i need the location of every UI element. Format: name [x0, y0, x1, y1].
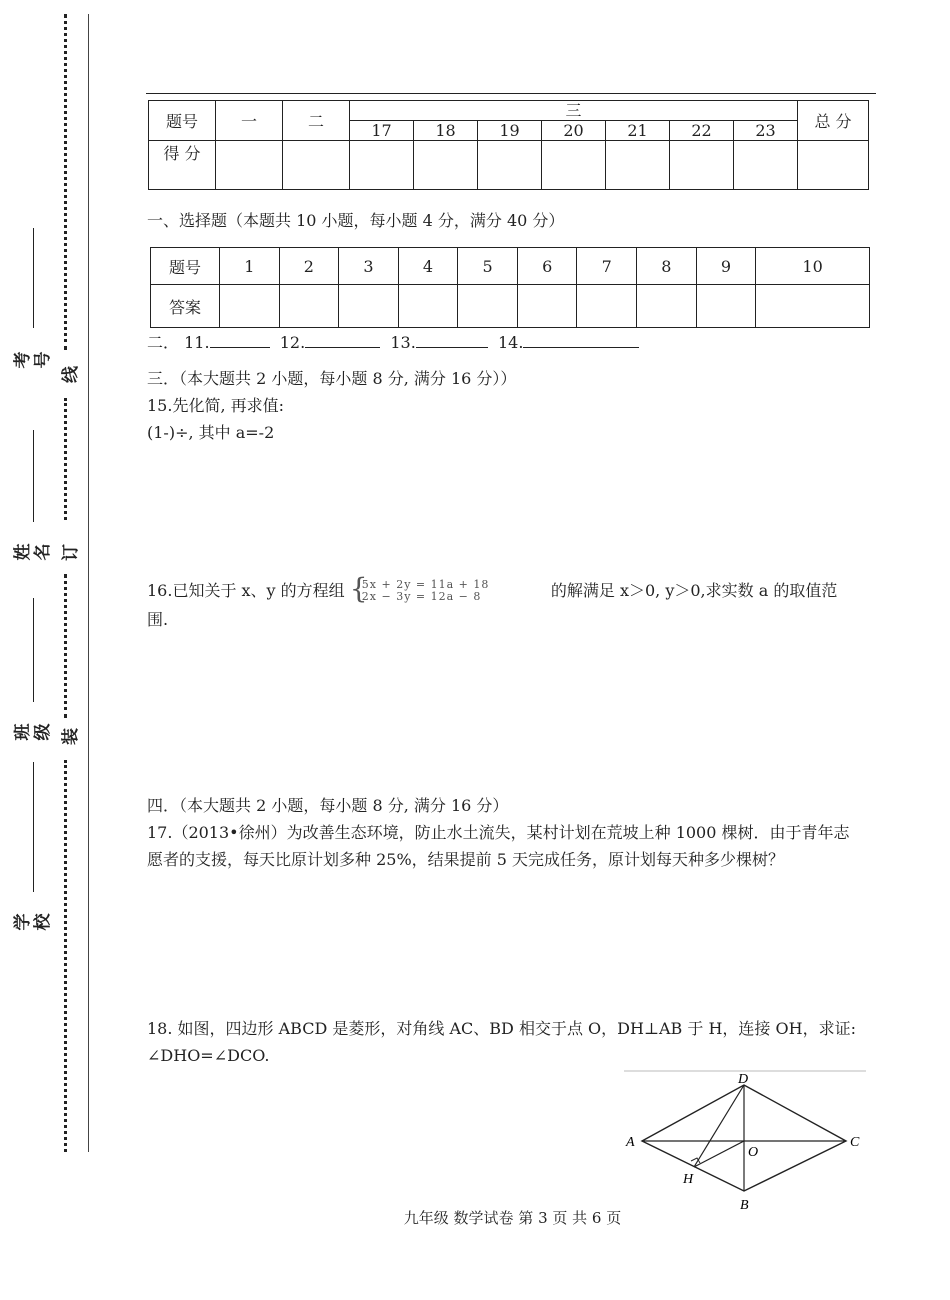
rhombus-figure: [620, 1065, 870, 1215]
binding-word-bind: 装: [60, 728, 81, 745]
blank-label: 13.: [390, 333, 416, 352]
blank-11[interactable]: [210, 333, 270, 348]
score-subheader: 23: [734, 121, 798, 141]
q16-suffix: 的解满足 x＞0, y＞0,求实数 a 的取值范: [550, 581, 838, 600]
score-header-part2: 二: [283, 101, 350, 141]
q18-line2: ∠DHO=∠DCO.: [147, 1046, 270, 1065]
question-number: 6: [517, 248, 577, 285]
answer-cell[interactable]: [637, 285, 697, 328]
q18-line1: 18. 如图，四边形 ABCD 是菱形，对角线 AC、BD 相交于点 O，DH⊥AB 于 H，连接 OH，求证:: [147, 1019, 856, 1038]
label-o: O: [748, 1145, 759, 1160]
score-subheader: 17: [350, 121, 414, 141]
blank-label: 11.: [184, 333, 210, 352]
section3-heading: 三．（本大题共 2 小题，每小题 8 分, 满分 16 分））: [147, 369, 517, 388]
answer-cell[interactable]: [458, 285, 518, 328]
answer-cell[interactable]: [756, 285, 870, 328]
question-number: 5: [458, 248, 518, 285]
question-number: 1: [220, 248, 280, 285]
answer-table: [150, 247, 870, 328]
score-cell[interactable]: [734, 141, 798, 190]
exam-number-label: 考号: [13, 351, 53, 369]
label-d: D: [738, 1072, 749, 1087]
q17-line2: 愿者的支援，每天比原计划多种 25%，结果提前 5 天完成任务，原计划每天种多少棵树？: [147, 850, 785, 869]
brace-icon: {: [349, 571, 368, 605]
question-number: 3: [339, 248, 399, 285]
q16-text: [147, 571, 838, 605]
class-label: 班级: [13, 723, 53, 741]
margin-rule: [88, 14, 89, 1152]
q15-title: 15.先化简, 再求值:: [147, 396, 285, 415]
score-cell[interactable]: [606, 141, 670, 190]
question-number: 7: [577, 248, 637, 285]
question-number: 2: [279, 248, 339, 285]
section2-fill-blanks: [147, 329, 639, 356]
section4-heading: 四．（本大题共 2 小题，每小题 8 分, 满分 16 分）: [147, 796, 509, 815]
equation-system: [349, 571, 546, 605]
blank-14[interactable]: [523, 333, 639, 348]
dotted-binding-line: [64, 14, 67, 350]
answer-cell[interactable]: [220, 285, 280, 328]
equation-2: 2x − 3y = 12a − 8: [361, 589, 482, 603]
score-header-part3: 三: [350, 101, 798, 121]
answer-cell[interactable]: [279, 285, 339, 328]
exam-number-field[interactable]: [33, 228, 34, 328]
score-cell[interactable]: [350, 141, 414, 190]
page-footer: 九年级 数学试卷 第 3 页 共 6 页: [403, 1209, 622, 1227]
top-rule: [146, 93, 876, 94]
school-field[interactable]: [33, 762, 34, 892]
label-c: C: [850, 1135, 860, 1150]
blank-label: 14.: [497, 333, 524, 352]
q16-line2: 围.: [147, 610, 169, 629]
score-cell[interactable]: [798, 141, 869, 190]
score-subheader: 20: [542, 121, 606, 141]
answer-cell[interactable]: [339, 285, 399, 328]
score-subheader: 21: [606, 121, 670, 141]
score-header-total: 总 分: [798, 101, 869, 141]
q16-prefix: 16.已知关于 x、y 的方程组: [147, 581, 345, 600]
score-cell[interactable]: [414, 141, 478, 190]
score-cell[interactable]: [670, 141, 734, 190]
answer-cell[interactable]: [577, 285, 637, 328]
label-b: B: [740, 1198, 749, 1213]
score-table: [148, 100, 869, 190]
score-subheader: 22: [670, 121, 734, 141]
q17-line1: 17.（2013•徐州）为改善生态环境，防止水土流失，某村计划在荒坡上种 1000 棵树．由于青年志: [147, 823, 850, 842]
answer-cell[interactable]: [696, 285, 756, 328]
label-a: A: [626, 1135, 635, 1150]
answer-row-label: 题号: [151, 248, 220, 285]
name-field[interactable]: [33, 430, 34, 522]
dotted-binding-line: [64, 398, 67, 520]
score-cell[interactable]: [283, 141, 350, 190]
dotted-binding-line: [64, 574, 67, 718]
answer-cell[interactable]: [398, 285, 458, 328]
score-cell[interactable]: [542, 141, 606, 190]
dotted-binding-line: [64, 760, 67, 1152]
question-number: 8: [637, 248, 697, 285]
binding-word-line: 线: [60, 366, 81, 383]
binding-word-staple: 订: [60, 544, 81, 561]
name-label: 姓名: [13, 543, 53, 561]
blank-12[interactable]: [305, 333, 380, 348]
score-header-part1: 一: [216, 101, 283, 141]
label-h: H: [683, 1172, 694, 1187]
question-number: 10: [756, 248, 870, 285]
score-cell[interactable]: [216, 141, 283, 190]
question-number: 4: [398, 248, 458, 285]
school-label: 学校: [13, 913, 53, 931]
q15-expression: (1-)÷, 其中 a=-2: [147, 423, 275, 442]
section2-prefix: 二．: [147, 333, 180, 352]
answer-row-label: 答案: [151, 285, 220, 328]
score-row-label: 得 分: [149, 141, 216, 190]
score-cell[interactable]: [478, 141, 542, 190]
class-field[interactable]: [33, 598, 34, 702]
blank-13[interactable]: [416, 333, 488, 348]
score-header-label: 题号: [149, 101, 216, 141]
answer-cell[interactable]: [517, 285, 577, 328]
score-subheader: 18: [414, 121, 478, 141]
blank-label: 12.: [279, 333, 306, 352]
question-number: 9: [696, 248, 756, 285]
score-subheader: 19: [478, 121, 542, 141]
segment-dh: [694, 1085, 744, 1167]
equation-1: 5x + 2y = 11a + 18: [361, 577, 490, 591]
section1-heading: 一、选择题（本题共 10 小题，每小题 4 分，满分 40 分）: [147, 211, 565, 230]
